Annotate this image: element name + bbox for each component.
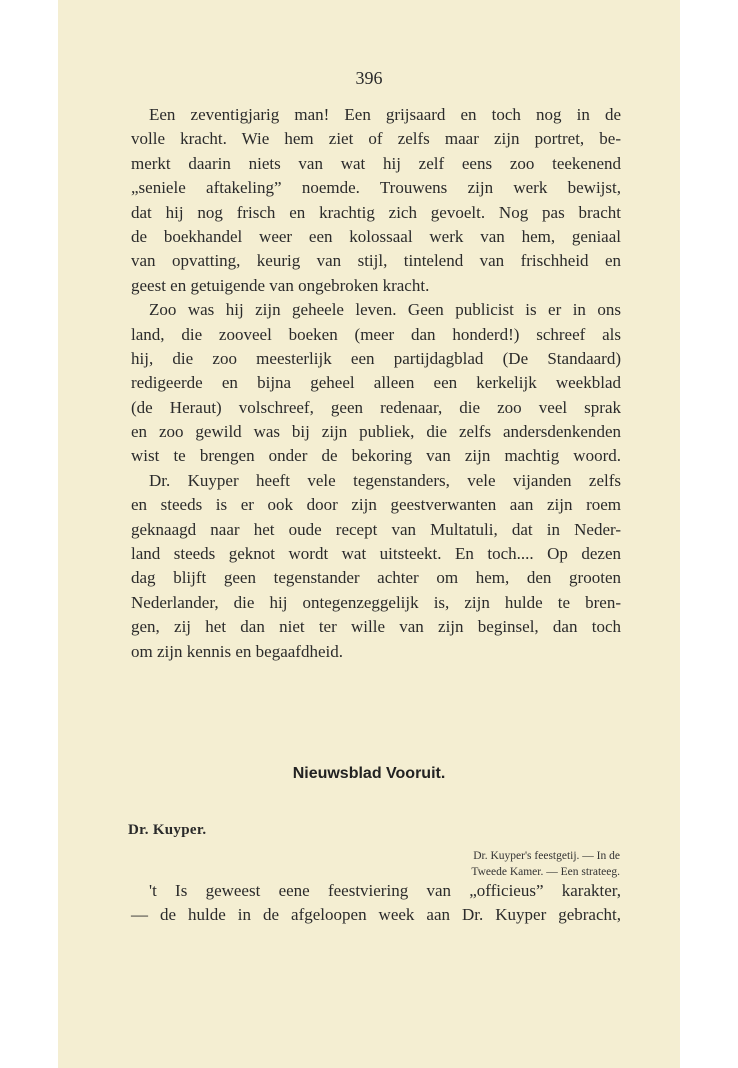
- text-line: land, die zooveel boeken (meer dan honderd!) schreef als: [131, 324, 621, 344]
- text-line: hij, die zoo meesterlijk een partijdagblad (De Standaard): [131, 348, 621, 368]
- text-line: Nederlander, die hij ontegenzeggelijk is, zijn hulde te bren-: [131, 592, 621, 612]
- text-line: en zoo gewild was bij zijn publiek, die zelfs andersdenkenden: [131, 422, 621, 442]
- text-line: merkt daarin niets van wat hij zelf eens zoo teekenend: [131, 153, 621, 173]
- text-line: 't Is geweest eene feestviering van „officieus” karakter,: [149, 881, 621, 900]
- sidenote: [471, 848, 620, 880]
- text-line: Een zeventigjarig man! Een grijsaard en toch nog in de: [149, 105, 621, 124]
- text-line: om zijn kennis en begaafdheid.: [131, 641, 343, 661]
- sidenote-line: Tweede Kamer. — Een strateeg.: [471, 866, 620, 878]
- text-line: — de hulde in de afgeloopen week aan Dr. Kuyper gebracht,: [131, 905, 621, 925]
- text-line: dag blijft geen tegenstander achter om hem, den grooten: [131, 568, 621, 588]
- text-line: de boekhandel weer een kolossaal werk van hem, geniaal: [131, 226, 621, 246]
- text-line: dat hij nog frisch en krachtig zich gevoelt. Nog pas bracht: [131, 202, 621, 222]
- text-line: wist te brengen onder de bekoring van zijn machtig woord.: [131, 446, 621, 466]
- text-line: geknaagd naar het oude recept van Multatuli, dat in Neder-: [131, 519, 621, 539]
- text-line: gen, zij het dan niet ter wille van zijn beginsel, dan toch: [131, 617, 621, 637]
- closing-paragraph: [131, 879, 621, 928]
- page-number: 396: [355, 68, 383, 88]
- text-line: van opvatting, keurig van stijl, tintelend van frischheid en: [131, 251, 621, 271]
- sidenote-line: Dr. Kuyper's feestgetij. — In de: [473, 850, 620, 862]
- text-line: redigeerde en bijna geheel alleen een kerkelijk weekblad: [131, 373, 621, 393]
- newspaper-heading: Nieuwsblad Vooruit.: [292, 765, 446, 782]
- text-line: (de Heraut) volschreef, geen redenaar, die zoo veel sprak: [131, 397, 621, 417]
- book-page: [58, 0, 680, 1068]
- text-line: volle kracht. Wie hem ziet of zelfs maar zijn portret, be-: [131, 129, 621, 149]
- text-line: land steeds geknot wordt wat uitsteekt. En toch.... Op dezen: [131, 544, 621, 564]
- text-line: geest en getuigende van ongebroken kracht.: [131, 275, 430, 295]
- text-line: „seniele aftakeling” noemde. Trouwens zijn werk bewijst,: [131, 178, 621, 198]
- section-title: Dr. Kuyper.: [128, 822, 207, 838]
- article-body: [131, 103, 621, 664]
- text-line: Dr. Kuyper heeft vele tegenstanders, vele vijanden zelfs: [149, 470, 621, 490]
- text-line: en steeds is er ook door zijn geestverwanten aan zijn roem: [131, 495, 621, 515]
- text-line: Zoo was hij zijn geheele leven. Geen publicist is er in ons: [149, 300, 621, 320]
